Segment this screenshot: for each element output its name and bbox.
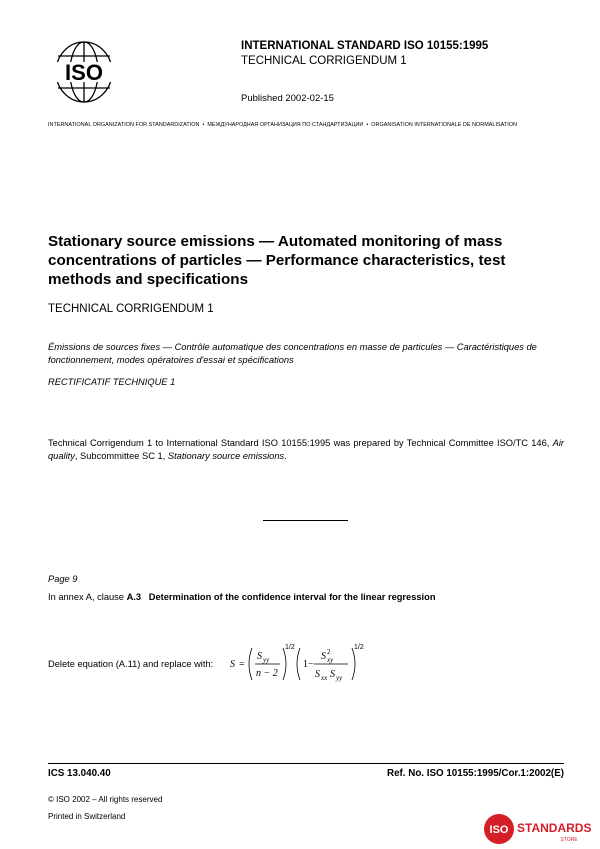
svg-text:S: S xyxy=(330,669,335,680)
svg-text:S: S xyxy=(315,669,320,680)
clause-number: A.3 xyxy=(126,592,142,602)
footer-rule xyxy=(48,763,564,764)
page-reference: Page 9 xyxy=(48,574,78,584)
annex-clause-line: In annex A, clause A.3 Determination of the confidence interval for the linear regression xyxy=(48,592,436,602)
svg-text:xy: xy xyxy=(327,656,334,664)
svg-text:S: S xyxy=(257,651,262,662)
french-title: Émissions de sources fixes — Contrôle automatique des concentrations en masse de particules — Caractéristiques de fonctionnement, modes opératoires d'essai et spécifications xyxy=(48,342,537,365)
delete-instruction: Delete equation (A.11) and replace with: xyxy=(48,659,214,669)
standard-title: INTERNATIONAL STANDARD ISO 10155:1995 xyxy=(241,40,489,52)
svg-text:S: S xyxy=(230,659,235,670)
svg-text:yy: yy xyxy=(263,656,270,664)
svg-text:n − 2: n − 2 xyxy=(256,668,278,679)
subcommittee-topic: Stationary source emissions xyxy=(167,451,285,461)
printed-location: Printed in Switzerland xyxy=(48,812,126,821)
organization-line xyxy=(48,122,517,128)
reference-number: Ref. No. ISO 10155:1995/Cor.1:2002(E) xyxy=(387,768,564,779)
copyright-notice: © ISO 2002 – All rights reserved xyxy=(48,795,163,804)
bullet-separator: • xyxy=(202,122,205,128)
org-name-russian: МЕЖДУНАРОДНАЯ ОРГАНИЗАЦИЯ ПО СТАНДАРТИЗАЦИИ xyxy=(207,122,364,128)
french-corrigendum-label: RECTIFICATIF TECHNIQUE 1 xyxy=(48,377,176,387)
svg-text:STORE: STORE xyxy=(560,837,578,843)
committee-topic: Air quality xyxy=(48,438,564,461)
svg-text:1−: 1− xyxy=(303,659,314,670)
org-name-french: ORGANISATION INTERNATIONALE DE NORMALISATION xyxy=(371,122,517,128)
svg-text:ISO: ISO xyxy=(489,824,509,836)
corrigendum-heading: TECHNICAL CORRIGENDUM 1 xyxy=(241,55,407,67)
published-date: Published 2002-02-15 xyxy=(241,93,334,104)
svg-text:1/2: 1/2 xyxy=(354,644,364,651)
svg-text:2: 2 xyxy=(327,648,331,656)
svg-text:ISO: ISO xyxy=(65,60,103,85)
svg-text:=: = xyxy=(239,659,245,670)
svg-text:1/2: 1/2 xyxy=(285,644,295,651)
svg-text:xx: xx xyxy=(321,674,328,682)
intro-paragraph: Technical Corrigendum 1 to International Standard ISO 10155:1995 was prepared by Technical Committee ISO/TC 146, Air quality, Subcommittee SC 1, Stationary source emissions. xyxy=(48,438,564,461)
technical-corrigendum-label: TECHNICAL CORRIGENDUM 1 xyxy=(48,303,214,315)
svg-text:S: S xyxy=(321,651,326,662)
separator-rule xyxy=(263,520,348,521)
iso-logo xyxy=(48,40,120,104)
svg-text:STANDARDS: STANDARDS xyxy=(517,821,592,835)
svg-text:yy: yy xyxy=(336,674,343,682)
document-title: Stationary source emissions — Automated monitoring of mass concentrations of particles — Performance characteristics, test methods and specifications xyxy=(48,233,506,288)
standards-store-logo[interactable] xyxy=(483,812,595,846)
clause-title: Determination of the confidence interval for the linear regression xyxy=(148,592,436,602)
ics-code: ICS 13.040.40 xyxy=(48,768,111,779)
replacement-equation xyxy=(228,640,378,688)
org-name-english: INTERNATIONAL ORGANIZATION FOR STANDARDIZATION xyxy=(48,122,200,128)
bullet-separator: • xyxy=(366,122,369,128)
